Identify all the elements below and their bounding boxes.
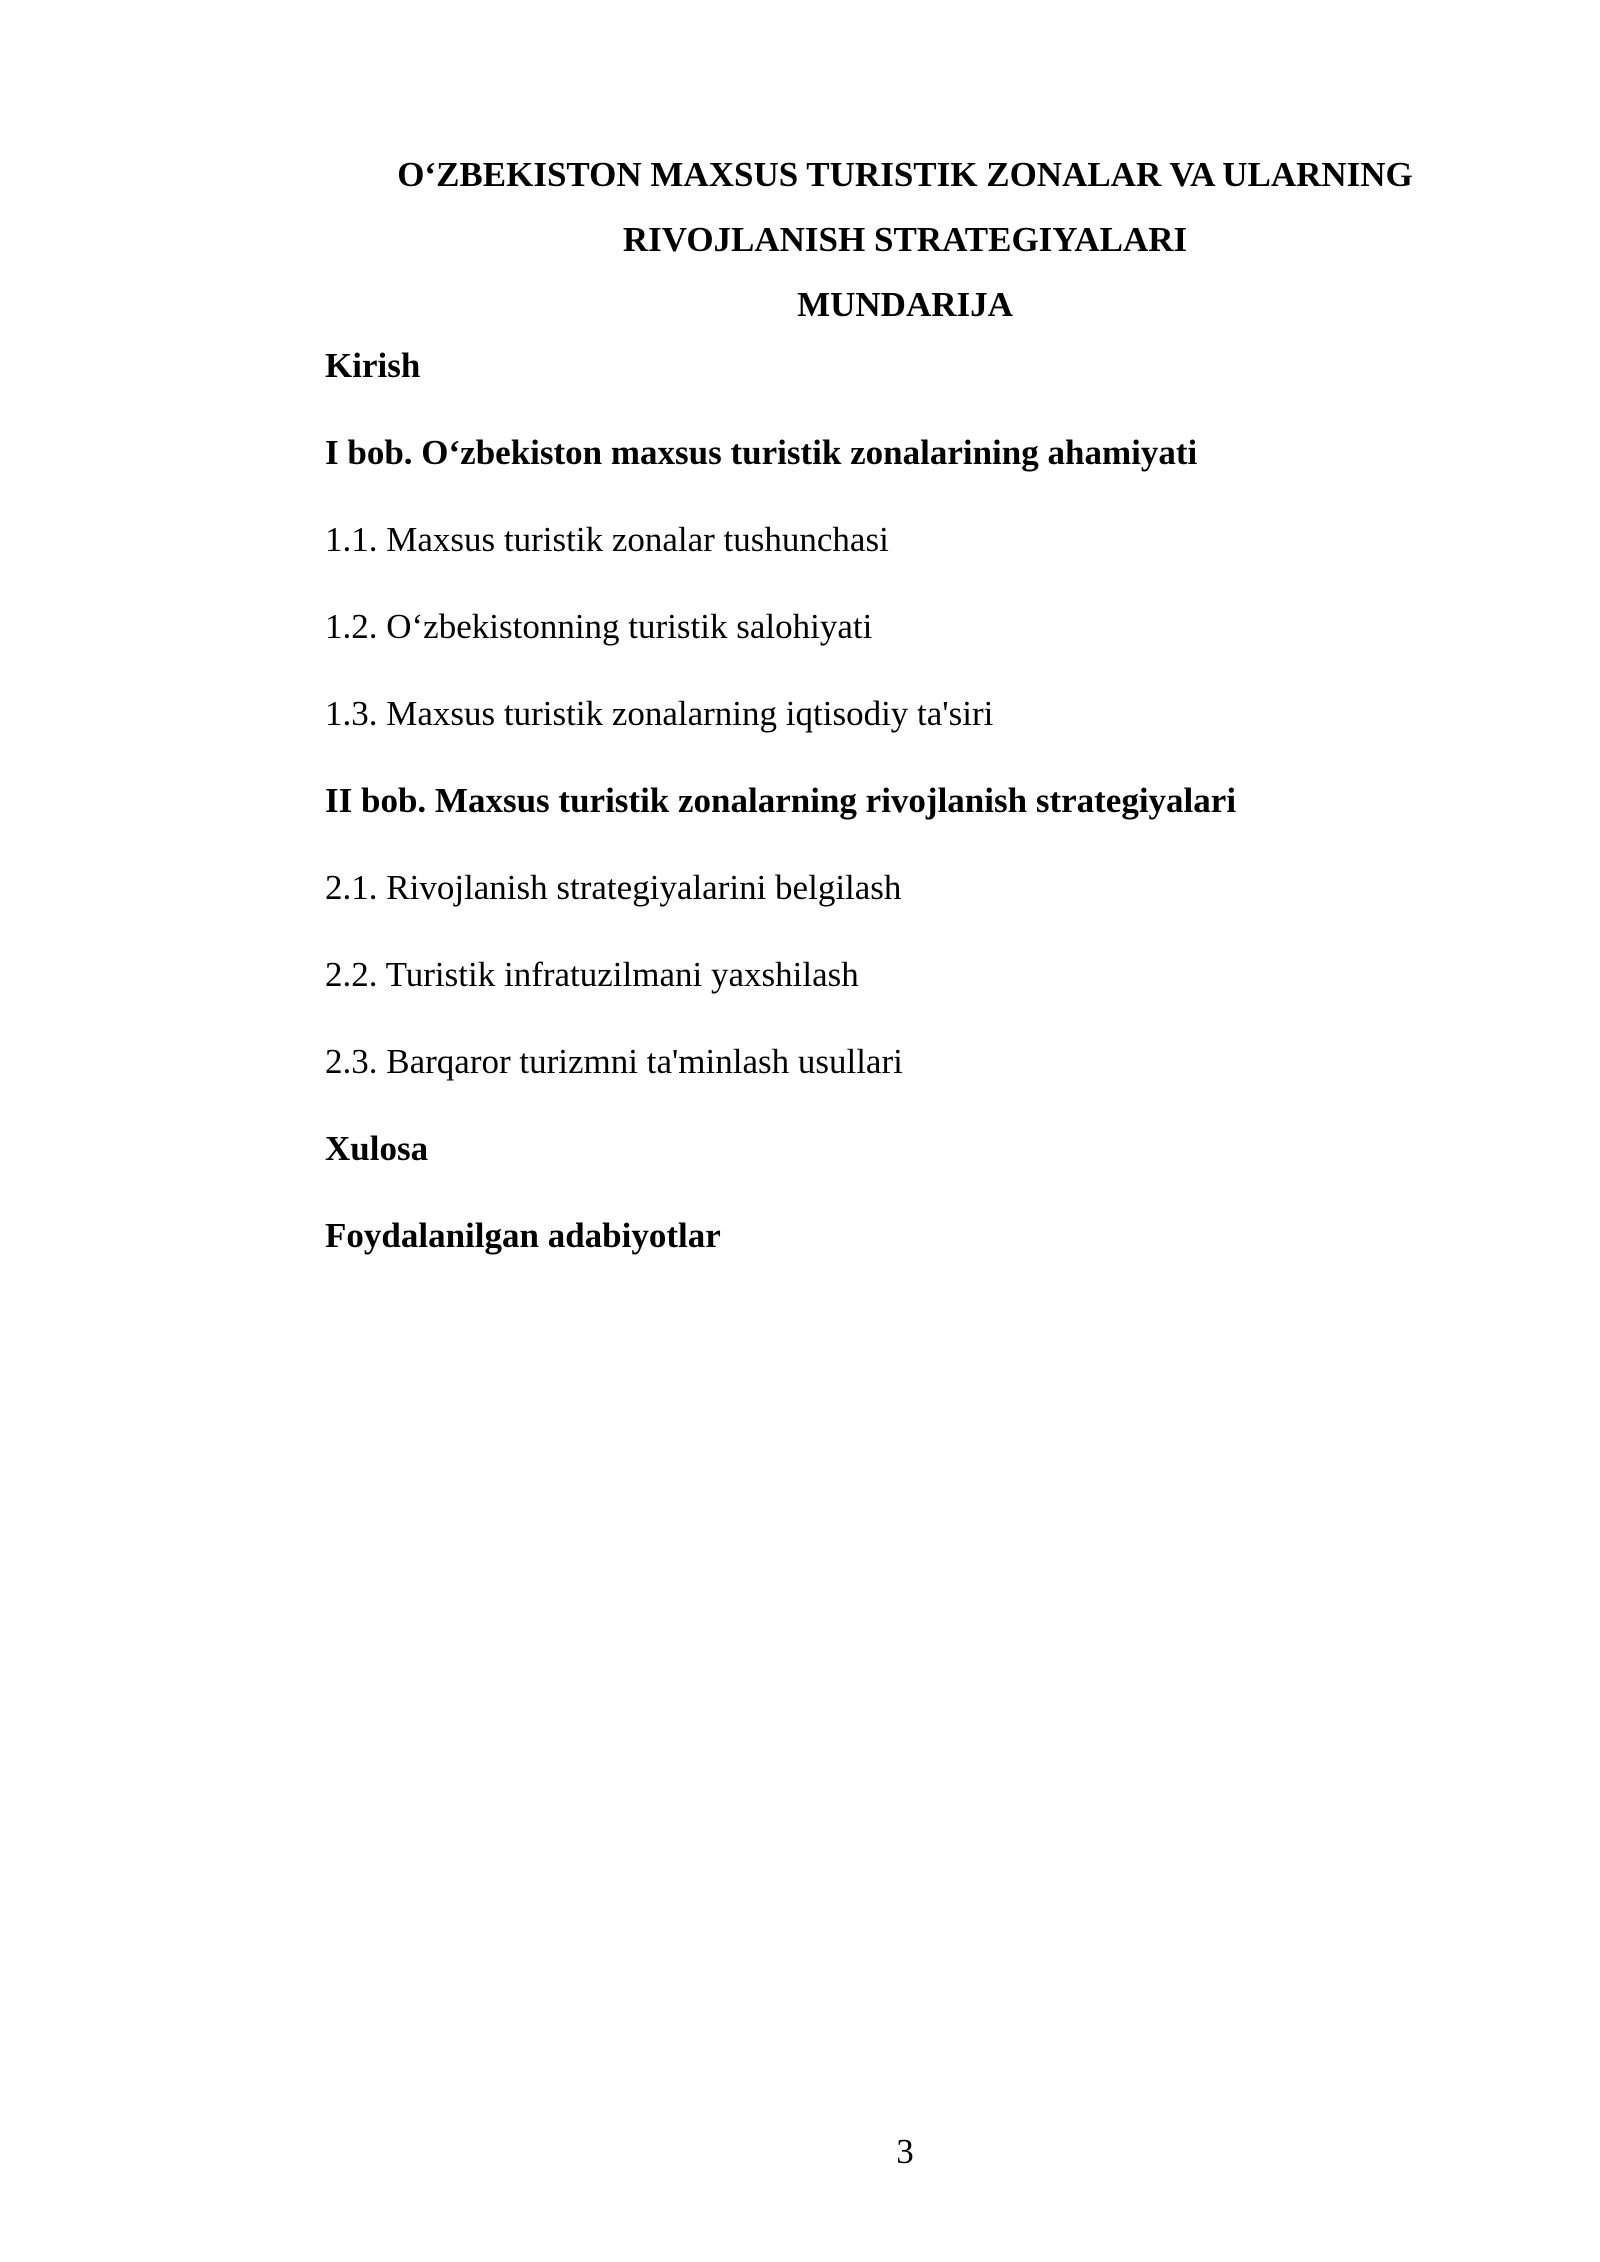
- toc-item-section-1-2: 1.2. O‘zbekistonning turistik salohiyati: [325, 607, 873, 646]
- table-of-contents: [325, 344, 1485, 1301]
- toc-item-section-2-3: 2.3. Barqaror turizmni ta'minlash usullari: [325, 1042, 903, 1081]
- document-title-line-1: O‘ZBEKISTON MAXSUS TURISTIK ZONALAR VA ULARNING: [397, 155, 1413, 194]
- toc-item-conclusion: Xulosa: [325, 1129, 429, 1168]
- toc-item-section-1-1: 1.1. Maxsus turistik zonalar tushunchasi: [325, 520, 889, 559]
- document-title-line-2: RIVOJLANISH STRATEGIYALARI: [622, 220, 1188, 259]
- toc-item-references: Foydalanilgan adabiyotlar: [325, 1216, 721, 1255]
- toc-item-introduction: Kirish: [325, 346, 421, 385]
- contents-heading: MUNDARIJA: [797, 285, 1013, 324]
- toc-item-section-2-2: 2.2. Turistik infratuzilmani yaxshilash: [325, 955, 859, 994]
- toc-item-section-1-3: 1.3. Maxsus turistik zonalarning iqtisodiy ta'siri: [325, 694, 994, 733]
- toc-item-chapter-2: II bob. Maxsus turistik zonalarning rivojlanish strategiyalari: [325, 781, 1237, 820]
- toc-item-chapter-1: I bob. O‘zbekiston maxsus turistik zonalarining ahamiyati: [325, 433, 1198, 472]
- toc-item-section-2-1: 2.1. Rivojlanish strategiyalarini belgilash: [325, 868, 902, 907]
- page-number: 3: [896, 2132, 914, 2171]
